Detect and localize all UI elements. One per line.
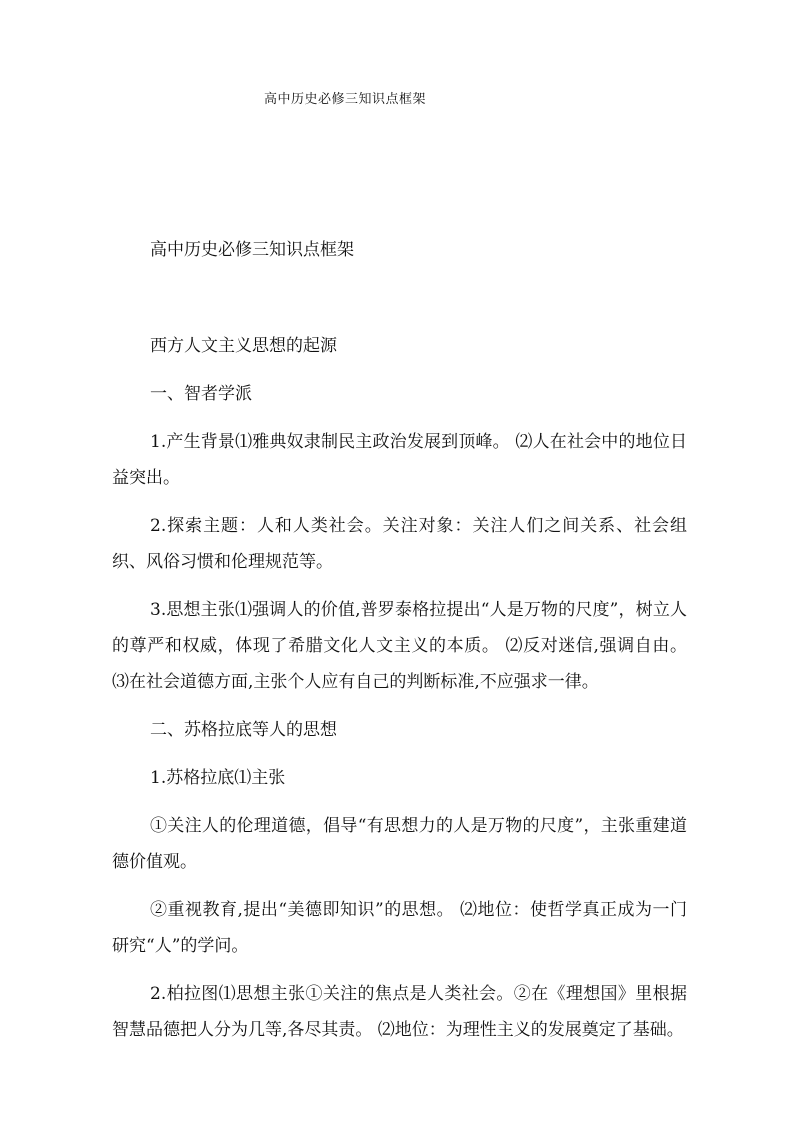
- paragraph-socrates-ethics: ①关注人的伦理道德，倡导“有思想力的人是万物的尺度”，主张重建道德价值观。: [112, 816, 687, 872]
- document-title: 高中历史必修三知识点框架: [150, 240, 354, 260]
- page-header: 高中历史必修三知识点框架: [263, 92, 426, 107]
- paragraph-ideas: 3.思想主张⑴强调人的价值,普罗泰格拉提出“人是万物的尺度”，树立人的尊严和权威，体现了希腊文化人文主义的本质。 ⑵反对迷信,强调自由。 ⑶在社会道德方面,主张个人应有自己的判断标准,不应强求一律。: [112, 600, 687, 692]
- section-heading-origin: 西方人文主义思想的起源: [150, 336, 337, 356]
- document-body: [112, 232, 687, 1060]
- section-heading-socrates: 二、苏格拉底等人的思想: [150, 720, 337, 740]
- paragraph-socrates-claims: 1.苏格拉底⑴主张: [150, 768, 286, 788]
- paragraph-background: 1.产生背景⑴雅典奴隶制民主政治发展到顶峰。 ⑵人在社会中的地位日益突出。: [112, 432, 687, 488]
- paragraph-socrates-education: ②重视教育,提出“美德即知识”的思想。 ⑵地位：使哲学真正成为一门研究“人”的学问。: [112, 900, 687, 956]
- section-heading-sophists: 一、智者学派: [150, 384, 252, 404]
- paragraph-plato: 2.柏拉图⑴思想主张①关注的焦点是人类社会。②在《理想国》里根据智慧品德把人分为几等,各尽其责。 ⑵地位：为理性主义的发展奠定了基础。: [112, 984, 687, 1040]
- paragraph-theme: 2.探索主题：人和人类社会。关注对象：关注人们之间关系、社会组织、风俗习惯和伦理规范等。: [112, 516, 687, 572]
